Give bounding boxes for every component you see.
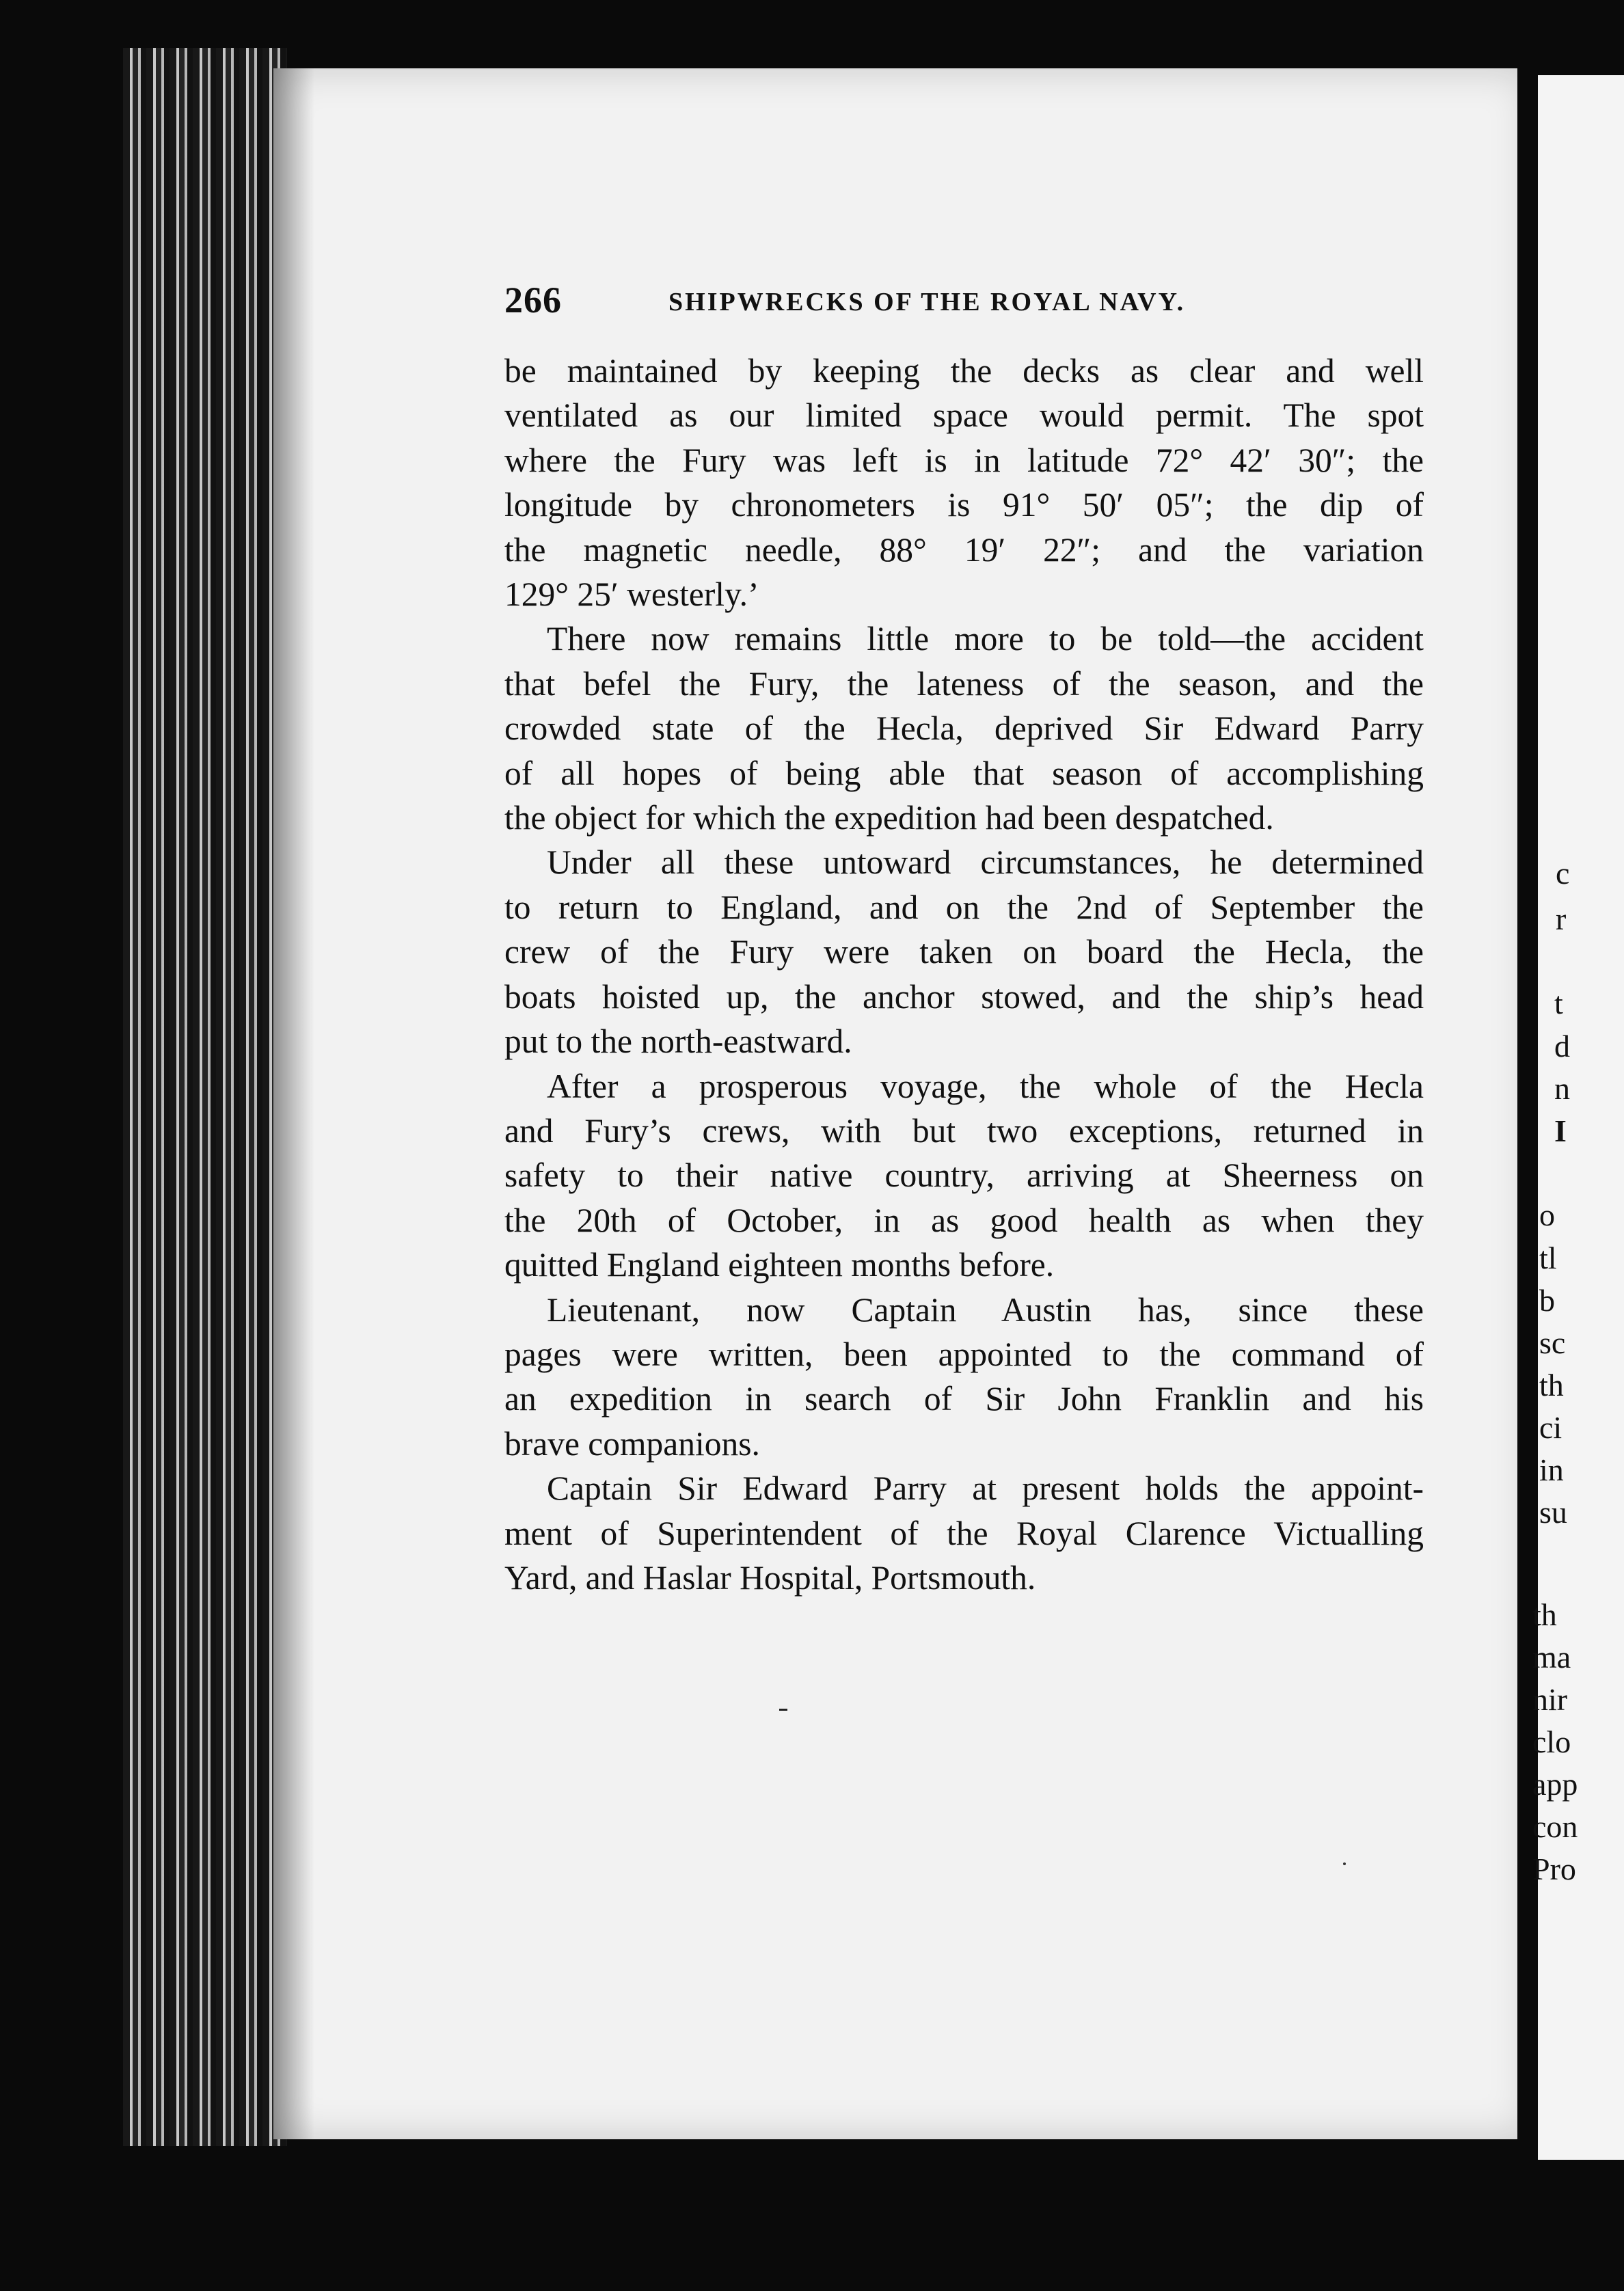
paragraph-start-line bbox=[504, 1288, 1424, 1332]
facing-page-text: su bbox=[1539, 1495, 1567, 1530]
text-line: Lieutenant, now Captain Austin has, since these bbox=[547, 1290, 1424, 1329]
text-line: There now remains little more to be told—the accident bbox=[547, 620, 1424, 658]
print-mark bbox=[779, 1709, 787, 1711]
facing-page-text: nir bbox=[1532, 1682, 1568, 1717]
facing-page-text: n bbox=[1554, 1071, 1570, 1106]
text-line: be maintained by keeping the decks as clear and well bbox=[504, 352, 1424, 390]
print-mark bbox=[1343, 1862, 1346, 1865]
text-line: 129° 25′ westerly.’ bbox=[504, 575, 759, 614]
facing-page-text: sc bbox=[1539, 1325, 1566, 1360]
text-line: the object for which the expedition had been despatched. bbox=[504, 799, 1274, 837]
text-line: an expedition in search of Sir John Franklin and his bbox=[504, 1380, 1424, 1418]
text-line: put to the north-eastward. bbox=[504, 1022, 852, 1061]
text-line: that befel the Fury, the lateness of the season, and the bbox=[504, 664, 1424, 703]
text-line: Under all these untoward circumstances, he determined bbox=[547, 843, 1424, 882]
paragraph-start-line bbox=[504, 840, 1424, 884]
facing-page-text: t bbox=[1554, 986, 1563, 1020]
facing-page-text: Pro bbox=[1532, 1852, 1576, 1886]
facing-page-text: r bbox=[1556, 902, 1567, 936]
facing-page-text: I bbox=[1554, 1113, 1567, 1148]
text-line: crowded state of the Hecla, deprived Sir Edward Parry bbox=[504, 709, 1424, 748]
facing-page-text: th bbox=[1539, 1368, 1564, 1402]
text-line: Yard, and Haslar Hospital, Portsmouth. bbox=[504, 1558, 1036, 1597]
text-line: Captain Sir Edward Parry at present holds the appoint- bbox=[547, 1469, 1424, 1508]
text-line: boats hoisted up, the anchor stowed, and the ship’s head bbox=[504, 977, 1424, 1016]
facing-page-text: ma bbox=[1532, 1640, 1571, 1675]
text-line: crew of the Fury were taken on board the Hecla, the bbox=[504, 933, 1424, 971]
paragraph-start-line bbox=[504, 1064, 1424, 1109]
running-head: SHIPWRECKS OF THE ROYAL NAVY. bbox=[668, 288, 1186, 316]
text-line: the 20th of October, in as good health as when they bbox=[504, 1201, 1424, 1239]
text-line: ventilated as our limited space would permit. The spot bbox=[504, 396, 1424, 435]
text-line: ment of Superintendent of the Royal Clarence Victualling bbox=[504, 1514, 1424, 1552]
text-line: quitted England eighteen months before. bbox=[504, 1246, 1055, 1284]
facing-page-fragment bbox=[1532, 75, 1624, 2160]
page-binding-shadow bbox=[273, 68, 314, 2139]
facing-page-text: app bbox=[1532, 1767, 1578, 1802]
text-line: longitude by chronometers is 91° 50′ 05″; the dip of bbox=[504, 486, 1424, 524]
text-line: safety to their native country, arriving at Sheerness on bbox=[504, 1156, 1424, 1195]
facing-page-text: c bbox=[1556, 856, 1570, 891]
paragraph-start-line bbox=[504, 616, 1424, 661]
facing-page-text: o bbox=[1539, 1197, 1555, 1232]
facing-page-text: ci bbox=[1539, 1410, 1562, 1445]
paragraph-start-line bbox=[504, 1466, 1424, 1510]
text-line: of all hopes of being able that season of accomplishing bbox=[504, 754, 1424, 792]
facing-page-text: d bbox=[1554, 1029, 1570, 1063]
facing-page-text: b bbox=[1539, 1283, 1555, 1318]
text-line: brave companions. bbox=[504, 1424, 760, 1463]
facing-page-text: con bbox=[1532, 1809, 1578, 1844]
page-edges bbox=[123, 48, 287, 2146]
text-line: and Fury’s crews, with but two exceptions, returned in bbox=[504, 1111, 1424, 1150]
text-line: pages were written, been appointed to the command of bbox=[504, 1335, 1424, 1373]
page-header bbox=[504, 273, 1263, 321]
facing-page-text: tl bbox=[1539, 1241, 1557, 1275]
page-number: 266 bbox=[504, 280, 562, 321]
text-line: After a prosperous voyage, the whole of the Hecla bbox=[547, 1067, 1424, 1105]
text-line: the magnetic needle, 88° 19′ 22″; and the variation bbox=[504, 530, 1424, 569]
facing-page-text: clo bbox=[1532, 1724, 1571, 1759]
facing-page-text: th bbox=[1532, 1597, 1557, 1632]
facing-page-text: in bbox=[1539, 1452, 1564, 1487]
text-line: where the Fury was left is in latitude 72° 42′ 30″; the bbox=[504, 441, 1424, 479]
body-text bbox=[504, 349, 1424, 1600]
text-line: to return to England, and on the 2nd of September the bbox=[504, 888, 1424, 926]
